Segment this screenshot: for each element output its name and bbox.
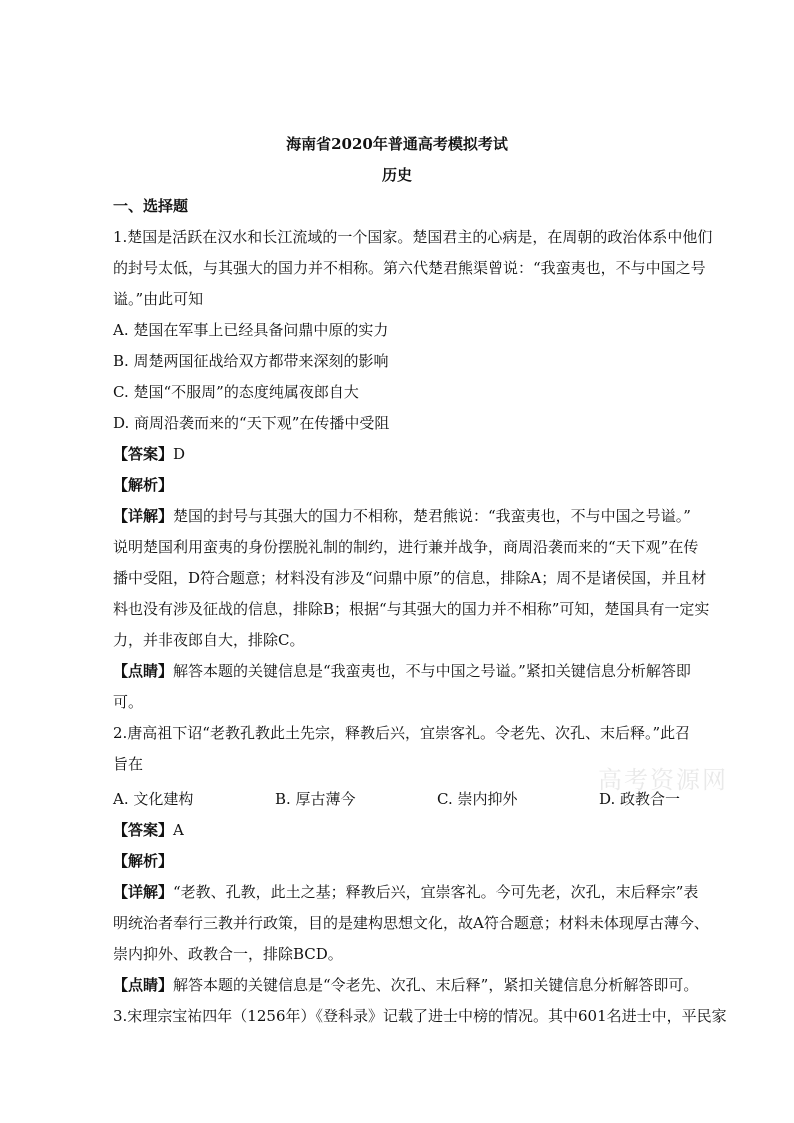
q2-detail-line: 明统治者奉行三教并行政策，目的是建构思想文化，故A符合题意；材料未体现厚古薄今、: [113, 914, 709, 932]
q1-point-line: [113, 661, 691, 681]
q1-option-c: C. 楚国“不服周”的态度纯属夜郎自大: [113, 383, 359, 401]
analysis-tag: 【解析】: [113, 476, 174, 494]
q2-point-line: [113, 975, 699, 995]
q1-option-a: A. 楚国在军事上已经具备问鼎中原的实力: [113, 321, 389, 339]
point-text: 解答本题的关键信息是“令老先、次孔、末后释”，紧扣关键信息分析解答即可。: [173, 976, 699, 994]
q2-analysis-tag: [113, 851, 683, 871]
q1-option-d: D. 商周沿袭而来的“天下观”在传播中受阻: [113, 414, 390, 432]
answer-tag: 【答案】: [113, 821, 174, 839]
q2-stem-line: 旨在: [113, 755, 144, 773]
q1-detail-line: 力，并非夜郎自大，排除C。: [113, 631, 305, 649]
watermark: 高考资源网: [598, 766, 728, 794]
answer-tag: 【答案】: [113, 445, 174, 463]
detail-tag: 【详解】: [113, 883, 174, 901]
q1-stem-line: 的封号太低，与其强大的国力并不相称。第六代楚君熊渠曾说：“我蛮夷也，不与中国之号: [113, 259, 706, 277]
point-tag: 【点睛】: [113, 976, 174, 994]
q2-option-b: B. 厚古薄今: [275, 790, 356, 808]
q1-detail-line: [113, 506, 691, 526]
subject-title: 历史: [381, 166, 412, 184]
q3-stem-line: 3.宋理宗宝祐四年（1256年）《登科录》记载了进士中榜的情况。其中601名进士中，平民家: [113, 1007, 727, 1025]
q2-option-d: D. 政教合一: [599, 790, 681, 808]
analysis-tag: 【解析】: [113, 852, 174, 870]
q1-analysis-tag: [113, 475, 683, 495]
detail-tag: 【详解】: [113, 507, 174, 525]
q1-answer: [113, 444, 683, 464]
point-tag: 【点睛】: [113, 662, 174, 680]
answer-value: A: [173, 821, 184, 839]
q2-stem-line: 2.唐高祖下诏“老教孔教此土先宗，释教后兴，宜崇客礼。令老先、次孔、末后释。”此召: [113, 724, 691, 742]
detail-text: “老教、孔教，此土之基；释教后兴，宜崇客礼。今可先老，次孔，末后释宗”表: [173, 883, 699, 901]
q2-options-row: [113, 789, 683, 809]
q1-option-b: B. 周楚两国征战给双方都带来深刻的影响: [113, 352, 389, 370]
q1-detail-line: 说明楚国利用蛮夷的身份摆脱礼制的制约，进行兼并战争，商周沿袭而来的“天下观”在传: [113, 538, 699, 556]
q1-detail-line: 播中受阻，D符合题意；材料没有涉及“问鼎中原”的信息，排除A；周不是诸侯国，并且材: [113, 569, 707, 587]
q2-option-a: A. 文化建构: [113, 790, 194, 808]
q1-stem-line: 1.楚国是活跃在汉水和长江流域的一个国家。楚国君主的心病是，在周朝的政治体系中他们: [113, 228, 713, 246]
answer-value: D: [173, 445, 186, 463]
point-text: 解答本题的关键信息是“我蛮夷也，不与中国之号谥。”紧扣关键信息分析解答即: [173, 662, 691, 680]
q2-detail-line: [113, 882, 699, 902]
q1-detail-line: 料也没有涉及征战的信息，排除B；根据“与其强大的国力并不相称”可知，楚国具有一定实: [113, 600, 710, 618]
q2-option-c: C. 崇内抑外: [437, 790, 518, 808]
q2-answer: [113, 820, 683, 840]
q2-detail-line: 崇内抑外、政教合一，排除BCD。: [113, 945, 343, 963]
section-heading: 一、选择题: [113, 197, 189, 215]
q1-point-line: 可。: [113, 693, 144, 711]
document-title: 海南省2020年普通高考模拟考试: [286, 135, 508, 153]
detail-text: 楚国的封号与其强大的国力不相称，楚君熊说：“我蛮夷也，不与中国之号谥。”: [173, 507, 691, 525]
q1-stem-line: 谥。”由此可知: [113, 290, 204, 308]
